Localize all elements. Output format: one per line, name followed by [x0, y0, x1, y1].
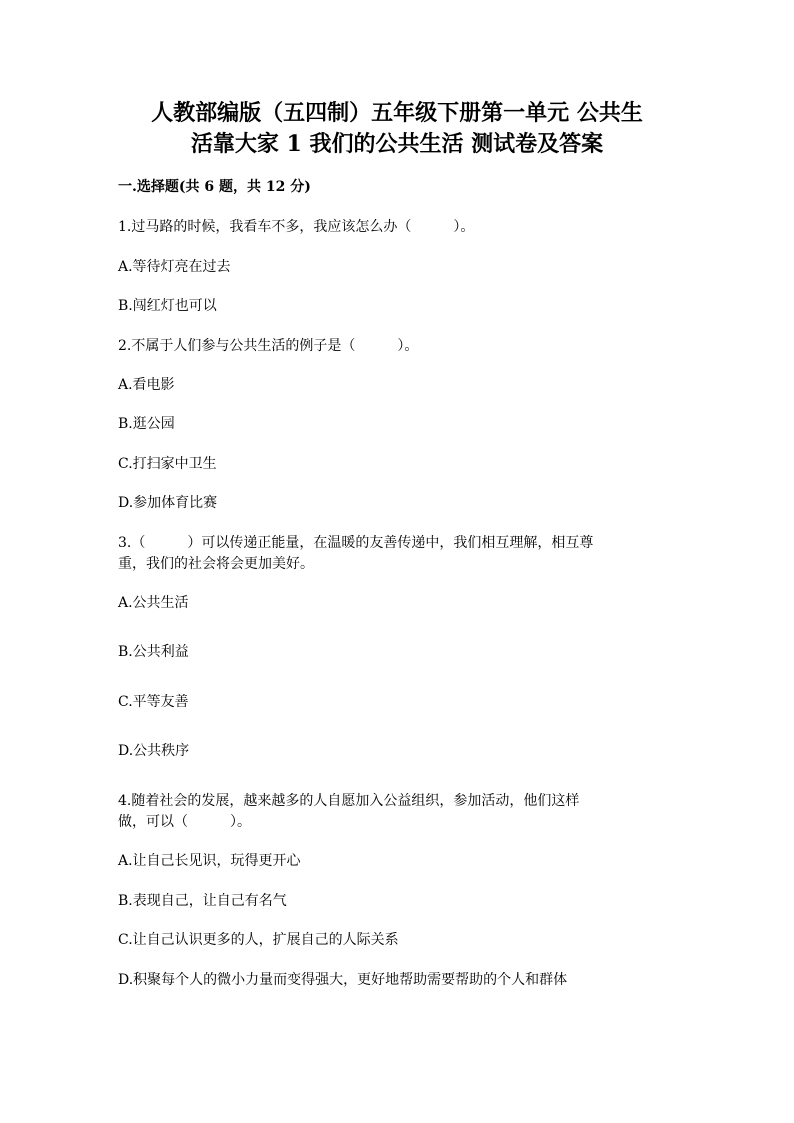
question-3-option-a: A.公共生活 [118, 595, 189, 611]
question-2-option-a: A.看电影 [118, 377, 175, 393]
document-title-line-1: 人教部编版（五四制）五年级下册第一单元 公共生 [151, 100, 643, 126]
question-1-stem: 1.过马路的时候，我看车不多，我应该怎么办（ ）。 [118, 219, 475, 235]
question-1-option-a: A.等待灯亮在过去 [118, 259, 231, 275]
question-2-option-d: D.参加体育比赛 [118, 495, 218, 511]
question-3-stem-line-1: 3.（ ）可以传递正能量，在温暖的友善传递中，我们相互理解，相互尊 [118, 535, 594, 551]
question-4-option-d: D.积聚每个人的微小力量而变得强大，更好地帮助需要帮助的个人和群体 [118, 972, 568, 988]
question-3-option-c: C.平等友善 [118, 694, 189, 710]
question-3-option-b: B.公共利益 [118, 644, 189, 660]
question-4-stem-line-1: 4.随着社会的发展，越来越多的人自愿加入公益组织，参加活动，他们这样 [118, 793, 580, 809]
section-heading: 一.选择题(共 6 题，共 12 分) [118, 179, 311, 195]
question-1-option-b: B.闯红灯也可以 [118, 298, 217, 314]
question-3-option-d: D.公共秩序 [118, 743, 190, 759]
question-4-stem-line-2: 做，可以（ ）。 [118, 814, 251, 830]
question-4-option-b: B.表现自己，让自己有名气 [118, 893, 287, 909]
question-3-stem-line-2: 重，我们的社会将会更加美好。 [118, 556, 314, 572]
question-4-option-c: C.让自己认识更多的人，扩展自己的人际关系 [118, 932, 399, 948]
question-4-option-a: A.让自己长见识，玩得更开心 [118, 853, 301, 869]
document-title-line-2: 活靠大家 1 我们的公共生活 测试卷及答案 [190, 131, 604, 157]
question-2-stem: 2.不属于人们参与公共生活的例子是（ ）。 [118, 338, 419, 354]
question-2-option-b: B.逛公园 [118, 416, 175, 432]
question-2-option-c: C.打扫家中卫生 [118, 456, 217, 472]
